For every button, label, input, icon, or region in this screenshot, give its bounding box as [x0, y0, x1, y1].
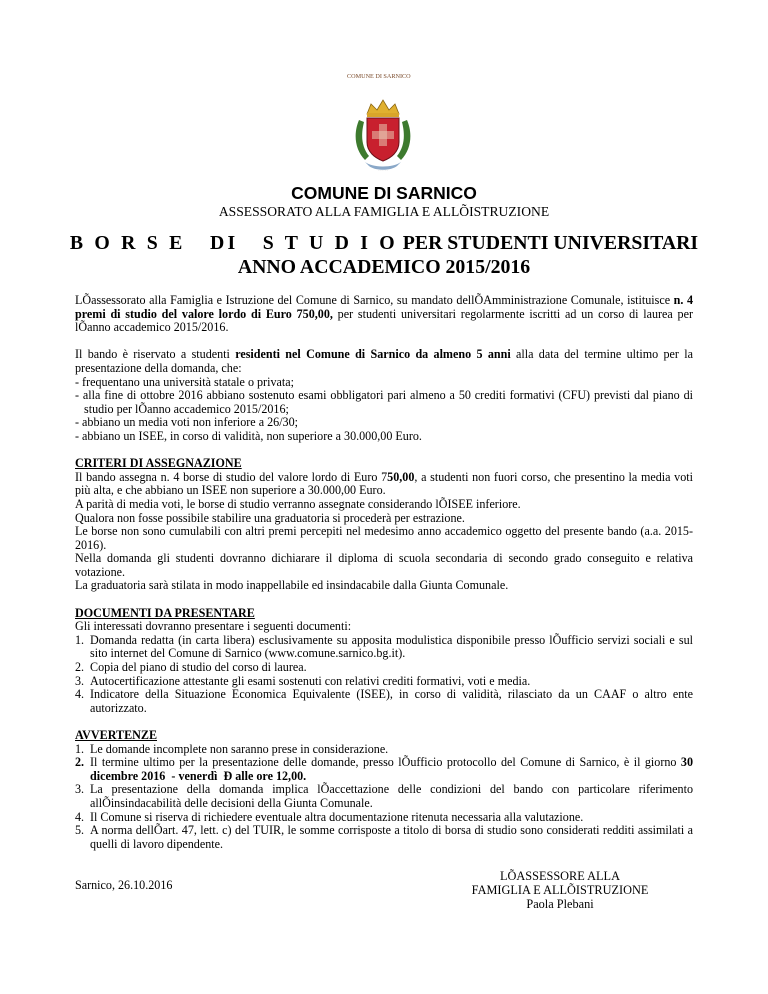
- requirement-item: - frequentano una università statale o privata;: [75, 374, 294, 389]
- signatory-department: FAMIGLIA E ALLÕISTRUZIONE: [471, 883, 649, 897]
- title-rest: PER STUDENTI UNIVERSITARI: [397, 232, 699, 254]
- criteria-heading: CRITERI DI ASSEGNAZIONE: [75, 456, 242, 471]
- document-list-item: [75, 675, 693, 689]
- signatory-name: Paola Plebani: [526, 897, 594, 911]
- logo-text: COMUNE DI SARNICO: [347, 73, 411, 80]
- list-number: 3.: [75, 673, 85, 688]
- title-spaced: B O R S E DI S T U D I O: [69, 232, 398, 254]
- criteria-paragraph: La graduatoria sarà stilata in modo inappellabile ed insindacabile dalla Giunta Comunale.: [75, 578, 509, 593]
- intro-paragraph: [75, 294, 693, 335]
- municipality-name: COMUNE DI SARNICO: [291, 183, 477, 203]
- requirement-item: - abbiano un media voti non inferiore a 26/30;: [75, 415, 299, 430]
- list-number: 2.: [75, 660, 85, 675]
- intro-text: LÕassessorato alla Famiglia e Istruzione del Comune di Sarnico, su mandato dellÕAmministrazione Comunale, istituisce: [75, 293, 674, 307]
- requirement-item: - abbiano un ISEE, in corso di validità, non superiore a 30.000,00 Euro.: [75, 428, 422, 443]
- warning-list-item: [75, 824, 693, 851]
- intro-text-end: per studenti universitari regolarmente iscritti ad un corso di laurea per lÕanno accademico 2015/2016.: [75, 306, 693, 335]
- list-text: [90, 755, 697, 783]
- requirement-item: - alla fine di ottobre 2016 abbiano sostenuto esami obbligatori pari almeno a 50 crediti formativi (CFU) previsti dal piano di studio per lÕanno accademico 2015/2016;: [75, 388, 693, 416]
- criteria-paragraph: Nella domanda gli studenti dovranno dichiarare il diploma di scuola secondaria di secondo grado conseguito e relativa votazione.: [75, 551, 693, 579]
- signatory-title: LÕASSESSORE ALLA: [500, 869, 620, 883]
- document-body: [75, 293, 697, 892]
- list-text: Le domande incomplete non saranno prese in considerazione.: [90, 741, 389, 756]
- document-list-item: [75, 634, 693, 661]
- list-text: Copia del piano di studio del corso di laurea.: [90, 660, 307, 675]
- department-name: ASSESSORATO ALLA FAMIGLIA E ALLÕISTRUZIONE: [218, 204, 550, 219]
- warning-list-item: [75, 811, 693, 825]
- criteria-text-end: , a studenti non fuori corso, che presentino la media voti più alta, e che abbiano un ISEE non superiore a 30.000,00 Euro.: [75, 469, 693, 498]
- criteria-paragraph: Qualora non fosse possibile stabilire una graduatoria si procederà per estrazione.: [75, 510, 465, 525]
- warnings-heading: AVVERTENZE: [75, 728, 158, 742]
- warning-list-item: [75, 743, 693, 757]
- academic-year-title: ANNO ACCADEMICO 2015/2016: [237, 256, 531, 278]
- list-number: 2.: [75, 755, 85, 770]
- eligibility-text-end: alla data del termine ultimo per la presentazione della domanda, che:: [75, 347, 693, 375]
- deadline-text: Il termine ultimo per la presentazione delle domande, presso lÕufficio protocollo del Comune di Sarnico, è il giorno: [90, 755, 681, 770]
- coat-of-arms-logo: [347, 73, 419, 174]
- list-number: 4.: [75, 809, 85, 824]
- document-list-item: [75, 661, 693, 675]
- list-text: Il Comune si riserva di richiedere eventuale altra documentazione ritenuta necessaria alla valutazione.: [90, 809, 584, 824]
- document-title: [0, 232, 768, 255]
- list-number: 5.: [75, 823, 85, 838]
- criteria-text: Il bando assegna n. 4 borse di studio del valore lordo di Euro 7: [75, 469, 388, 484]
- list-number: 1.: [75, 632, 85, 647]
- prize-amount: n. 4 premi di studio del valore lordo di Euro 750,00,: [75, 293, 693, 321]
- signature-block: [430, 869, 690, 911]
- list-number: 1.: [75, 741, 85, 756]
- eligibility-paragraph: [75, 348, 693, 375]
- warning-list-item: [75, 783, 693, 810]
- list-text: A norma dellÕart. 47, lett. c) del TUIR, le somme corrisposte a titolo di borsa di studio sono considerati redditi assimilati a quelli di lavoro dipendente.: [90, 823, 693, 851]
- deadline-date: 30 dicembre 2016 - venerdì Ð alle ore 12,00.: [90, 755, 697, 783]
- criteria-paragraph: [75, 471, 693, 498]
- criteria-paragraph: A parità di media voti, le borse di studio verranno assegnate considerando lÕISEE inferiore.: [75, 496, 521, 511]
- criteria-paragraph: Le borse non sono cumulabili con altri premi percepiti nel medesimo anno accademico oggetto del presente bando (a.a. 2015-2016).: [75, 524, 693, 552]
- list-text: La presentazione della domanda implica lÕaccettazione delle condizioni del bando con particolare riferimento allÕinsindacabilità delle decisioni della Giunta Comunale.: [90, 782, 693, 810]
- list-text: Indicatore della Situazione Economica Equivalente (ISEE), in corso di validità, rilasciato da un CAAF o altro ente autorizzato.: [90, 687, 693, 715]
- residency-requirement: residenti nel Comune di Sarnico da almeno 5 anni: [235, 347, 511, 362]
- documents-intro: Gli interessati dovranno presentare i seguenti documenti:: [75, 619, 352, 634]
- document-list-item: [75, 688, 693, 715]
- warning-list-item: [75, 755, 697, 783]
- eligibility-text: Il bando è riservato a studenti: [75, 347, 236, 362]
- list-text: Autocertificazione attestante gli esami sostenuti con relativi crediti formativi, voti e media.: [90, 673, 531, 688]
- list-number: 3.: [75, 782, 85, 797]
- svg-text:· · · · ·: · · · · ·: [378, 169, 388, 173]
- list-number: 4.: [75, 687, 85, 702]
- documents-heading: DOCUMENTI DA PRESENTARE: [75, 605, 255, 620]
- criteria-amount: 50,00: [387, 469, 415, 484]
- list-text: Domanda redatta (in carta libera) esclusivamente su apposita modulistica disponibile presso lÕufficio servizi sociali e sul sito internet del Comune di Sarnico (www.comune.sarnico.bg.it).: [90, 632, 693, 661]
- document-date: Sarnico, 26.10.2016: [75, 877, 173, 892]
